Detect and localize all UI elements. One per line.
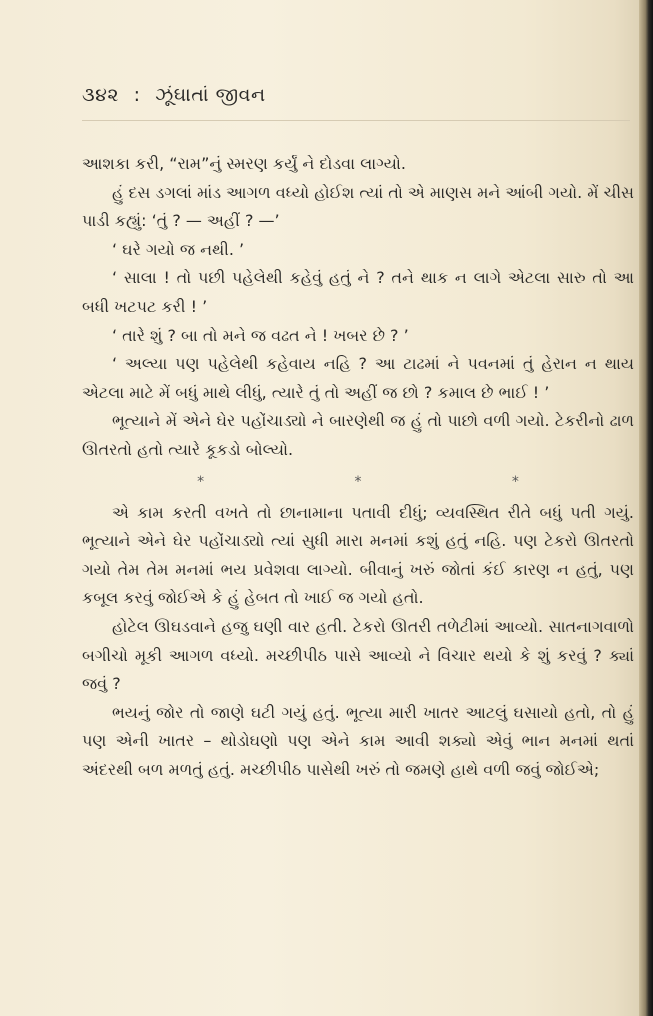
- dialogue-line: ‘ અલ્યા પણ પહેલેથી કહેવાય નહિ ? આ ટાઢમાં ને પવનમાં તું હેરાન ન થાય એટલા માટે મેં બધું માથે લીધું, ત્યારે તું તો અહીં જ છો ? કમાલ છે ભાઈ ! ’: [82, 354, 634, 402]
- section-break-asterisk: *: [511, 473, 519, 490]
- header-separator: :: [133, 84, 141, 106]
- paragraph: એ કામ કરતી વખતે તો છાનામાના પતાવી દીધું; વ્યવસ્થિત રીતે બધું પતી ગયું. ભૂત્યાને એને ઘેર પહોંચાડ્યો ત્યાં સુધી મારા મનમાં કશું હતું નહિ. પણ ટેકરો ઊતરતો ગયો તેમ તેમ મનમાં ભય પ્રવેશવા લાગ્યો. બીવાનું ખરું જોતાં કંઈ કારણ ન હતું, પણ કબૂલ કરવું જોઈએ કે હું હેબત તો ખાઈ જ ગયો હતો.: [82, 502, 634, 608]
- running-header: [82, 84, 266, 106]
- paragraph: આશકા કરી, “રામ”નું સ્મરણ કર્યું ને દોડવા લાગ્યો.: [82, 154, 406, 173]
- dialogue-line: ‘ સાલા ! તો પછી પહેલેથી કહેવું હતું ને ? તને થાક ન લાગે એટલા સારુ તો આ બધી ખટપટ કરી ! ’: [82, 268, 634, 316]
- section-break-asterisk: *: [354, 473, 362, 490]
- body-text: [82, 150, 634, 784]
- paragraph: ભયનું જોર તો જાણે ઘટી ગયું હતું. ભૂત્યા મારી ખાતર આટલું ઘસાયો હતો, તો હું પણ એની ખાતર – થોડોઘણો પણ એને કામ આવી શક્યો એવું ભાન મનમાં થતાં અંદરથી બળ મળતું હતું. મચ્છીપીઠ પાસેથી ખરું તો જમણે હાથે વળી જવું જોઈએ;: [82, 702, 634, 779]
- section-break-asterisk: *: [197, 473, 205, 490]
- dialogue-line: ‘ ઘરે ગયો જ નથી. ’: [112, 239, 245, 259]
- page-number: ૩૪૨: [82, 84, 120, 106]
- book-title: ઝૂંઘાતાં જીવન: [155, 84, 266, 106]
- paragraph: હું દસ ડગલાં માંડ આગળ વધ્યો હોઈશ ત્યાં તો એ માણસ મને આંબી ગયો. મેં ચીસ પાડી કહ્યું: ‘તું ? — અહીં ? —’: [82, 182, 634, 231]
- page-edge-shadow: [639, 0, 653, 1016]
- paragraph: હોટેલ ઊઘડવાને હજુ ઘણી વાર હતી. ટેકરો ઊતરી તળેટીમાં આવ્યો. સાતનાગવાળો બગીચો મૂકી આગળ વધ્યો. મચ્છીપીઠ પાસે આવ્યો ને વિચાર થયો કે શું કરવું ? ક્યાં જવું ?: [82, 616, 634, 694]
- dialogue-line: ‘ તારે શું ? બા તો મને જ વઢત ને ! ખબર છે ? ’: [112, 325, 409, 345]
- header-rule: [82, 120, 630, 121]
- paragraph: ભૂત્યાને મેં એને ઘેર પહોંચાડ્યો ને બારણેથી જ હું તો પાછો વળી ગયો. ટેકરીનો ઢાળ ઊતરતો હતો ત્યારે કૂકડો બોલ્યો.: [82, 411, 634, 459]
- section-break: [82, 465, 634, 499]
